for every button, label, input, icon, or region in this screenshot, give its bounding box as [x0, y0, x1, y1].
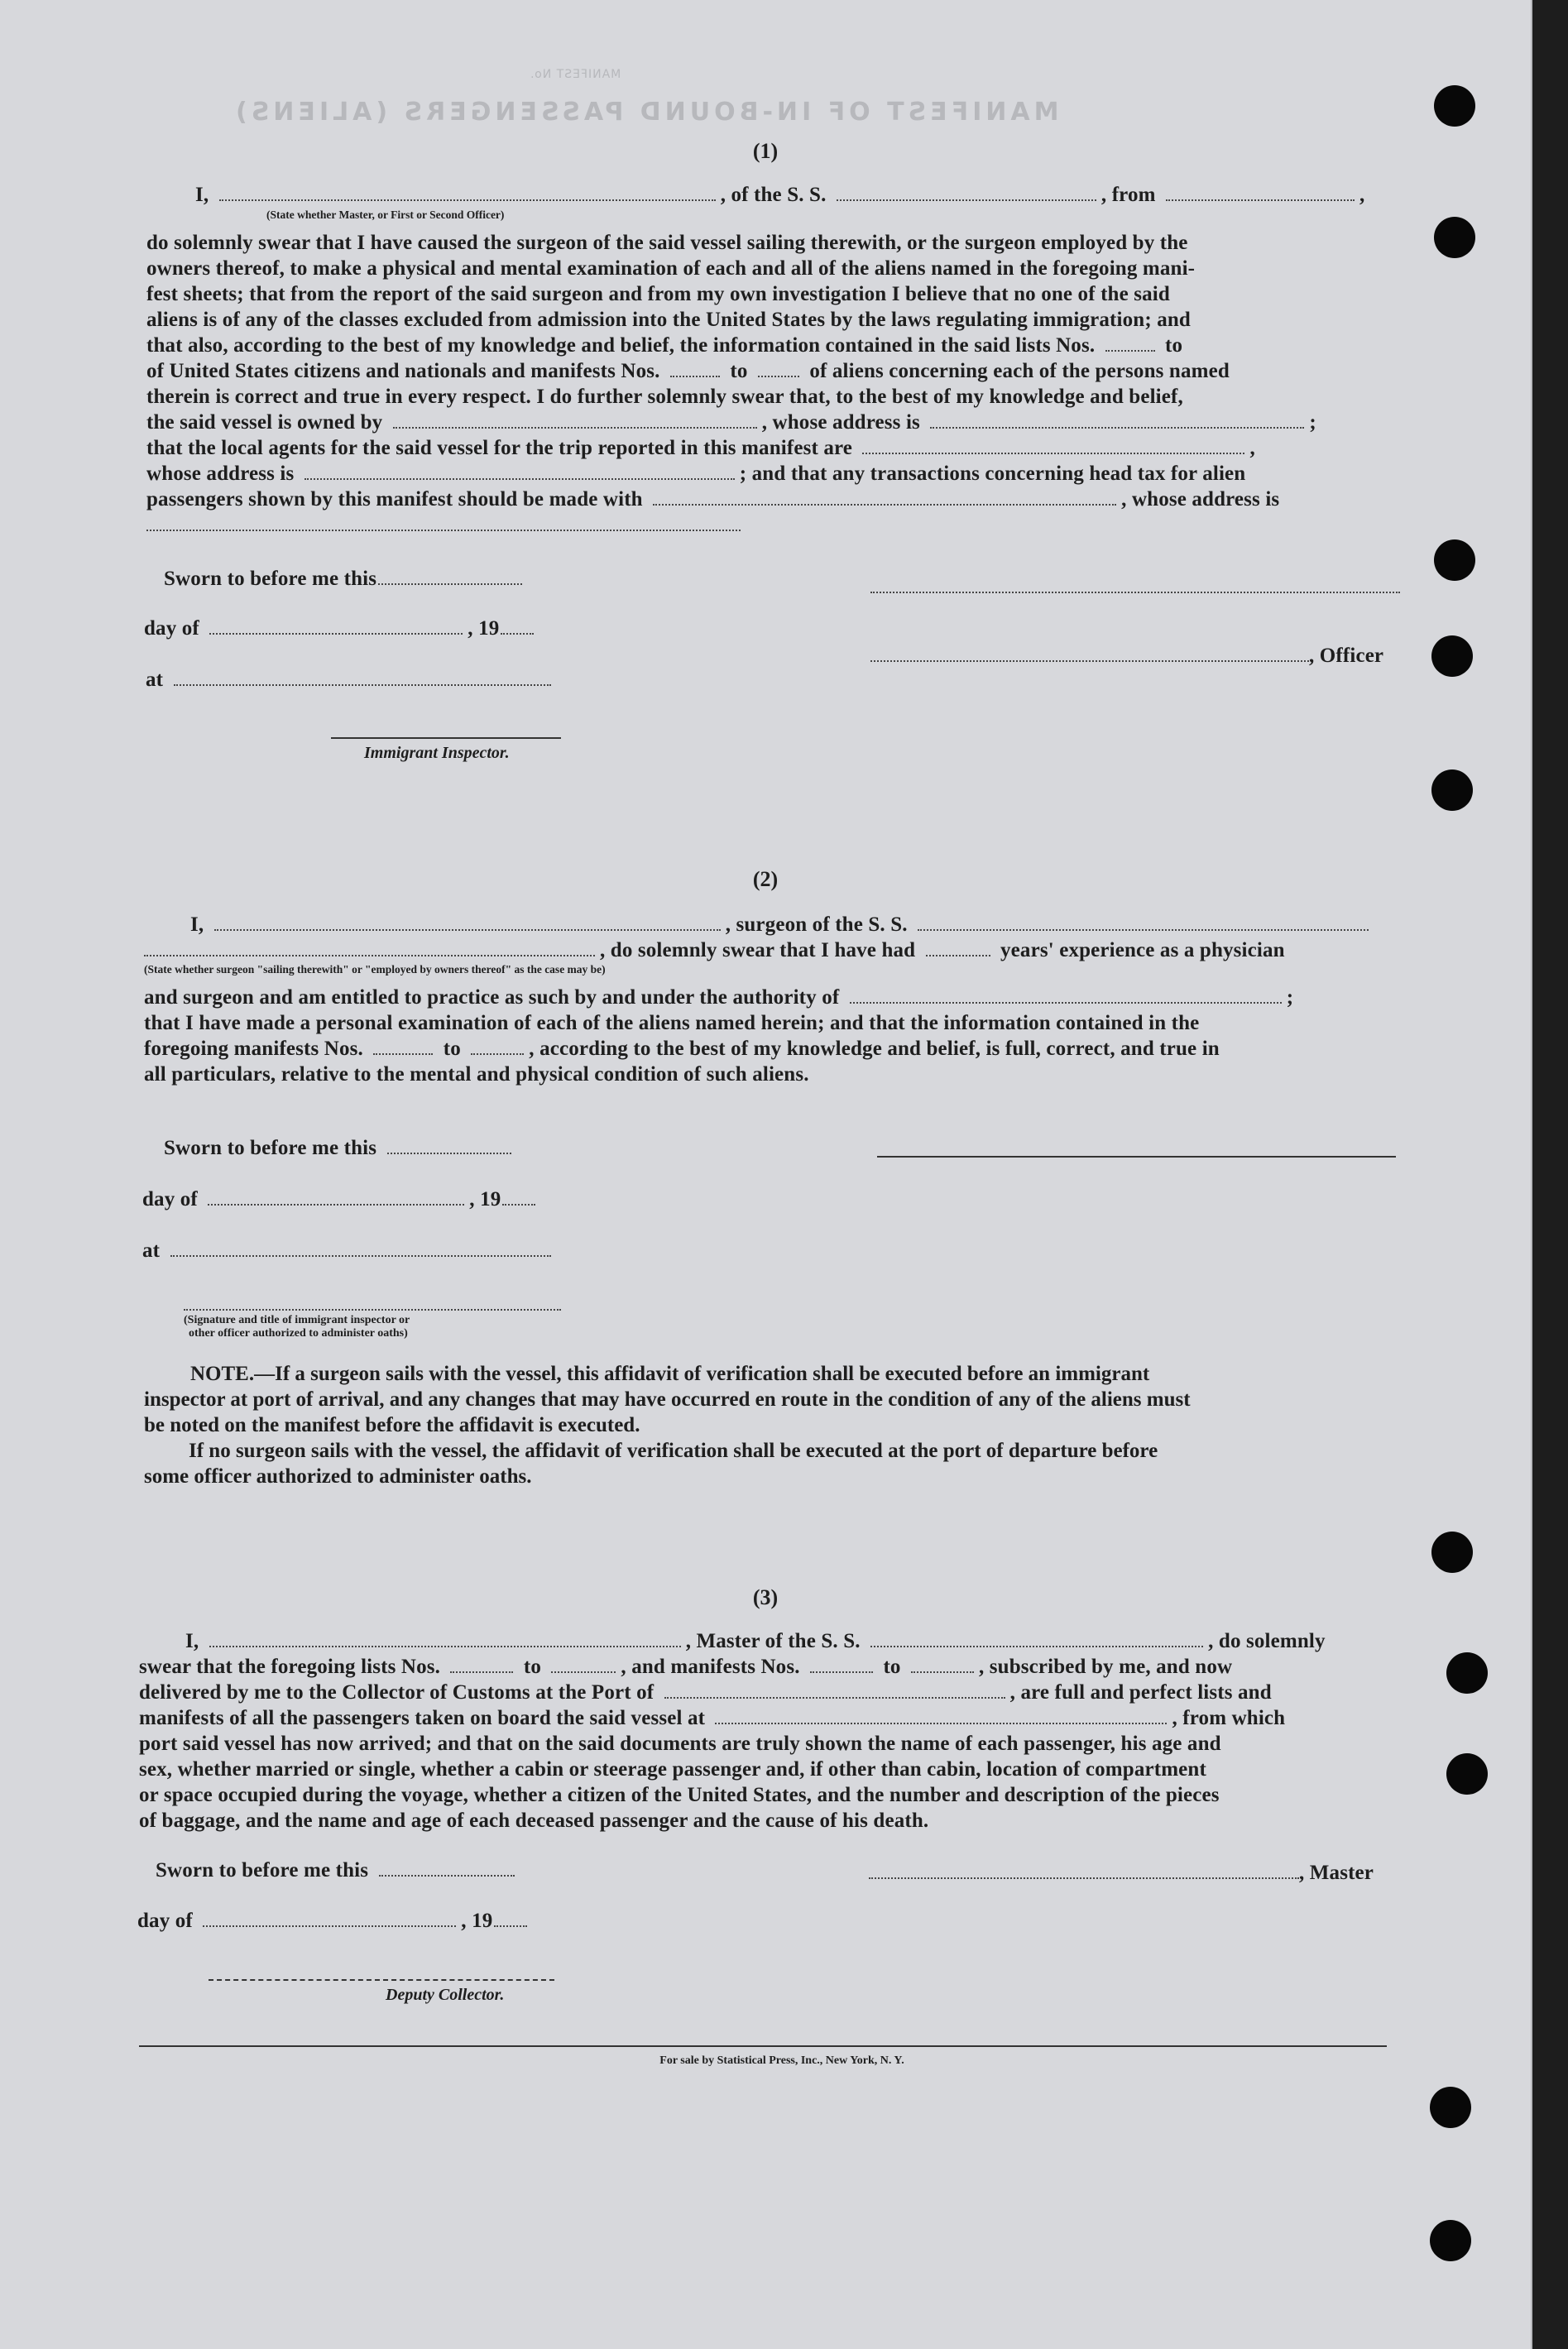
- affidavit-3-body-line: port said vessel has now arrived; and that on the said documents are truly shown the name of each passenger, his age and: [139, 1733, 1221, 1755]
- text: , do solemnly swear that I have had: [600, 939, 916, 961]
- text: to: [1165, 334, 1183, 357]
- text: Sworn to before me this: [164, 1137, 377, 1159]
- text: at: [146, 669, 164, 691]
- affidavit-1-body-line: fest sheets; that from the report of the said surgeon and from my own investigation I believe that no one of the said: [146, 283, 1170, 305]
- sworn-line: [164, 568, 527, 591]
- note-line: If no surgeon sails with the vessel, the affidavit of verification shall be executed at the port of departure before: [189, 1440, 1158, 1462]
- blank-field[interactable]: [1105, 335, 1155, 352]
- text: , according to the best of my knowledge and belief, is full, correct, and true in: [529, 1038, 1220, 1060]
- immigrant-inspector-label: Immigrant Inspector.: [364, 744, 510, 762]
- blank-field[interactable]: [501, 618, 534, 635]
- text: , 19: [461, 1910, 493, 1932]
- affidavit-3-number: (3): [752, 1585, 779, 1609]
- text: delivered by me to the Collector of Customs at the Port of: [139, 1681, 655, 1704]
- text: ,: [1249, 437, 1255, 459]
- blank-field[interactable]: [219, 185, 716, 201]
- text: , from which: [1172, 1707, 1286, 1729]
- officer-line: [870, 645, 1383, 668]
- affidavit-1-body-line: therein is correct and true in every respect. I do further solemnly swear that, to the best of my knowledge and belief,: [146, 386, 1183, 408]
- binder-hole: [1431, 635, 1473, 677]
- text: to: [883, 1656, 901, 1678]
- blank-field[interactable]: [502, 1189, 535, 1206]
- blank-field[interactable]: [373, 1038, 433, 1055]
- blank-field[interactable]: [551, 1656, 616, 1673]
- day-of-line: [144, 617, 539, 640]
- affidavit-1-line-1: [195, 184, 1364, 207]
- text: day of: [137, 1910, 193, 1932]
- blank-field[interactable]: [393, 412, 757, 429]
- collector-signature-line[interactable]: [209, 1979, 554, 1981]
- officer-signature-line-1[interactable]: [870, 592, 1400, 593]
- affidavit-1-body-line: do solemnly swear that I have caused the surgeon of the said vessel sailing therewith, or the surgeon employed by the: [146, 232, 1188, 254]
- text: day of: [144, 617, 199, 640]
- inspector-signature-line[interactable]: [331, 737, 561, 739]
- text: , whose address is: [761, 411, 920, 434]
- text: ;: [1309, 411, 1316, 434]
- blank-field[interactable]: [378, 568, 522, 585]
- blank-field[interactable]: [862, 438, 1244, 454]
- text: of United States citizens and nationals and manifests Nos.: [146, 360, 660, 382]
- blank-field[interactable]: [1166, 185, 1355, 201]
- text: Sworn to before me this: [156, 1859, 369, 1882]
- bleed-through-manifest-no: MANIFEST No.: [530, 68, 621, 81]
- binder-hole: [1434, 539, 1475, 581]
- affidavit-3-line-3: [139, 1681, 1272, 1704]
- text: , and manifests Nos.: [621, 1656, 800, 1678]
- blank-field[interactable]: [926, 940, 990, 956]
- text: to: [443, 1038, 461, 1060]
- affidavit-2-body-line: all particulars, relative to the mental and physical condition of such aliens.: [144, 1063, 809, 1086]
- day-of-line: [142, 1188, 540, 1211]
- affidavit-1-body-line: aliens is of any of the classes excluded from admission into the United States by the laws regulating immigration; and: [146, 309, 1191, 331]
- text: , surgeon of the S. S.: [725, 913, 908, 936]
- text: , whose address is: [1121, 488, 1280, 511]
- text: whose address is: [146, 463, 295, 485]
- agents-line: [146, 437, 1255, 460]
- blank-field[interactable]: [837, 185, 1096, 201]
- at-line: [142, 1239, 556, 1263]
- text: to: [730, 360, 748, 382]
- blank-field[interactable]: [387, 1138, 511, 1154]
- affidavit-2-body-line: that I have made a personal examination of each of the aliens named herein; and that the information contained in the: [144, 1012, 1200, 1034]
- blank-field[interactable]: [494, 1910, 527, 1927]
- binder-hole: [1430, 2220, 1471, 2261]
- text: of aliens concerning each of the persons named: [809, 360, 1230, 382]
- blank-field[interactable]: [471, 1038, 524, 1055]
- blank-field[interactable]: [664, 1682, 1005, 1699]
- surgeon-signature-line[interactable]: [877, 1156, 1396, 1158]
- binder-hole: [1430, 2087, 1471, 2128]
- text: , Officer: [1309, 645, 1384, 667]
- blank-field[interactable]: [850, 987, 1282, 1004]
- text: foregoing manifests Nos.: [144, 1038, 363, 1060]
- text: I,: [195, 184, 209, 206]
- binder-hole: [1434, 217, 1475, 258]
- text: , from: [1100, 184, 1156, 206]
- printer-footer: For sale by Statistical Press, Inc., New York, N. Y.: [659, 2054, 904, 2067]
- signature-caption-1: (Signature and title of immigrant inspector or: [184, 1314, 410, 1326]
- affidavit-1-number: (1): [752, 139, 779, 163]
- note-line: NOTE.—If a surgeon sails with the vessel, this affidavit of verification shall be executed before an immigrant: [190, 1363, 1150, 1385]
- blank-field[interactable]: [146, 530, 741, 531]
- blank-field[interactable]: [653, 489, 1116, 506]
- binder-hole: [1446, 1753, 1488, 1795]
- footer-rule: [139, 2045, 1387, 2047]
- text: swear that the foregoing lists Nos.: [139, 1656, 441, 1678]
- text: day of: [142, 1188, 198, 1210]
- authority-line: [144, 986, 1293, 1009]
- text: I,: [190, 913, 204, 936]
- sworn-line: [164, 1137, 516, 1160]
- text: passengers shown by this manifest should be made with: [146, 488, 643, 511]
- signature-caption-2: other officer authorized to administer oaths): [189, 1327, 408, 1340]
- blank-field[interactable]: [450, 1656, 513, 1673]
- text: , Master of the S. S.: [685, 1630, 861, 1652]
- text: ; and that any transactions concerning head tax for alien: [739, 463, 1246, 485]
- passengers-line: [146, 488, 1279, 511]
- binder-hole: [1446, 1652, 1488, 1694]
- affidavit-2-number: (2): [752, 867, 779, 891]
- blank-field[interactable]: [144, 940, 595, 956]
- binder-hole: [1431, 769, 1473, 811]
- text: manifests of all the passengers taken on board the said vessel at: [139, 1707, 706, 1729]
- affidavit-1-body-line: owners thereof, to make a physical and mental examination of each and all of the aliens named in the foregoing mani-: [146, 257, 1196, 280]
- blank-field[interactable]: [209, 618, 463, 635]
- blank-field[interactable]: [715, 1708, 1167, 1724]
- manifests-line: [144, 1038, 1220, 1061]
- deputy-collector-label: Deputy Collector.: [386, 1986, 505, 2004]
- blank-field[interactable]: [758, 361, 799, 377]
- binder-hole: [1431, 1532, 1473, 1573]
- master-caption: (State whether Master, or First or Second Officer): [266, 209, 505, 221]
- text: years' experience as a physician: [1000, 939, 1285, 961]
- blank-field[interactable]: [379, 1860, 515, 1877]
- sworn-line: [156, 1859, 520, 1882]
- text: , Master: [1299, 1862, 1374, 1884]
- blank-field[interactable]: [304, 463, 735, 480]
- affidavit-2-line-1: [190, 913, 1374, 937]
- blank-field[interactable]: [918, 914, 1369, 931]
- text: I,: [185, 1630, 199, 1652]
- text: , are full and perfect lists and: [1009, 1681, 1272, 1704]
- master-signature-line: [869, 1862, 1374, 1885]
- text: ,: [1359, 184, 1365, 206]
- blank-field[interactable]: [209, 1631, 681, 1647]
- affidavit-3-line-4: [139, 1707, 1285, 1730]
- affidavit-3-line-1: [185, 1630, 1326, 1653]
- blank-field[interactable]: [870, 645, 1309, 662]
- text: to: [523, 1656, 541, 1678]
- text: , 19: [469, 1188, 501, 1210]
- affidavit-3-body-line: sex, whether married or single, whether a cabin or steerage passenger and, if other than cabin, location of compartment: [139, 1758, 1206, 1781]
- affidavit-3-line-2: [139, 1656, 1232, 1679]
- blank-field[interactable]: [869, 1862, 1299, 1879]
- text: , subscribed by me, and now: [978, 1656, 1233, 1678]
- blank-field[interactable]: [670, 361, 720, 377]
- blank-field[interactable]: [203, 1910, 456, 1927]
- text: at: [142, 1239, 161, 1262]
- note-line: some officer authorized to administer oaths.: [144, 1465, 532, 1488]
- citizens-line: [146, 360, 1230, 383]
- day-of-line: [137, 1910, 532, 1933]
- text: , of the S. S.: [720, 184, 827, 206]
- text: ;: [1286, 986, 1294, 1009]
- surgeon-caption: (State whether surgeon "sailing therewith" or "employed by owners thereof" as the case may be): [144, 963, 606, 976]
- text: , 19: [468, 617, 500, 640]
- affidavit-2-line-2: [144, 939, 1285, 962]
- owned-line: [146, 411, 1316, 434]
- text: that also, according to the best of my knowledge and belief, the information contained in the said lists Nos.: [146, 334, 1096, 357]
- blank-field[interactable]: [930, 412, 1304, 429]
- text: , do solemnly: [1208, 1630, 1326, 1652]
- text: that the local agents for the said vessel for the trip reported in this manifest are: [146, 437, 853, 459]
- blank-field[interactable]: [214, 914, 721, 931]
- note-line: be noted on the manifest before the affidavit is executed.: [144, 1414, 640, 1436]
- blank-field[interactable]: [174, 669, 551, 686]
- blank-field[interactable]: [170, 1240, 551, 1257]
- affidavit-3-body-line: of baggage, and the name and age of each deceased passenger and the cause of his death.: [139, 1810, 929, 1832]
- inspector-signature-line[interactable]: [184, 1309, 561, 1311]
- affidavit-3-body-line: or space occupied during the voyage, whether a citizen of the United States, and the number and description of the pieces: [139, 1784, 1220, 1806]
- blank-field[interactable]: [911, 1656, 974, 1673]
- blank-field[interactable]: [810, 1656, 873, 1673]
- bleed-through-title: MANIFEST OF IN-BOUND PASSENGERS (ALIENS): [232, 98, 1059, 127]
- text: Sworn to before me this: [164, 568, 377, 590]
- note-line: inspector at port of arrival, and any changes that may have occurred en route in the condition of any of the aliens must: [144, 1388, 1191, 1411]
- blank-field[interactable]: [870, 1631, 1203, 1647]
- text: the said vessel is owned by: [146, 411, 383, 434]
- at-line: [146, 669, 556, 692]
- address-line: [146, 463, 1245, 486]
- blank-field[interactable]: [208, 1189, 464, 1206]
- text: and surgeon and am entitled to practice as such by and under the authority of: [144, 986, 840, 1009]
- binder-hole: [1434, 85, 1475, 127]
- lists-line: [146, 334, 1182, 357]
